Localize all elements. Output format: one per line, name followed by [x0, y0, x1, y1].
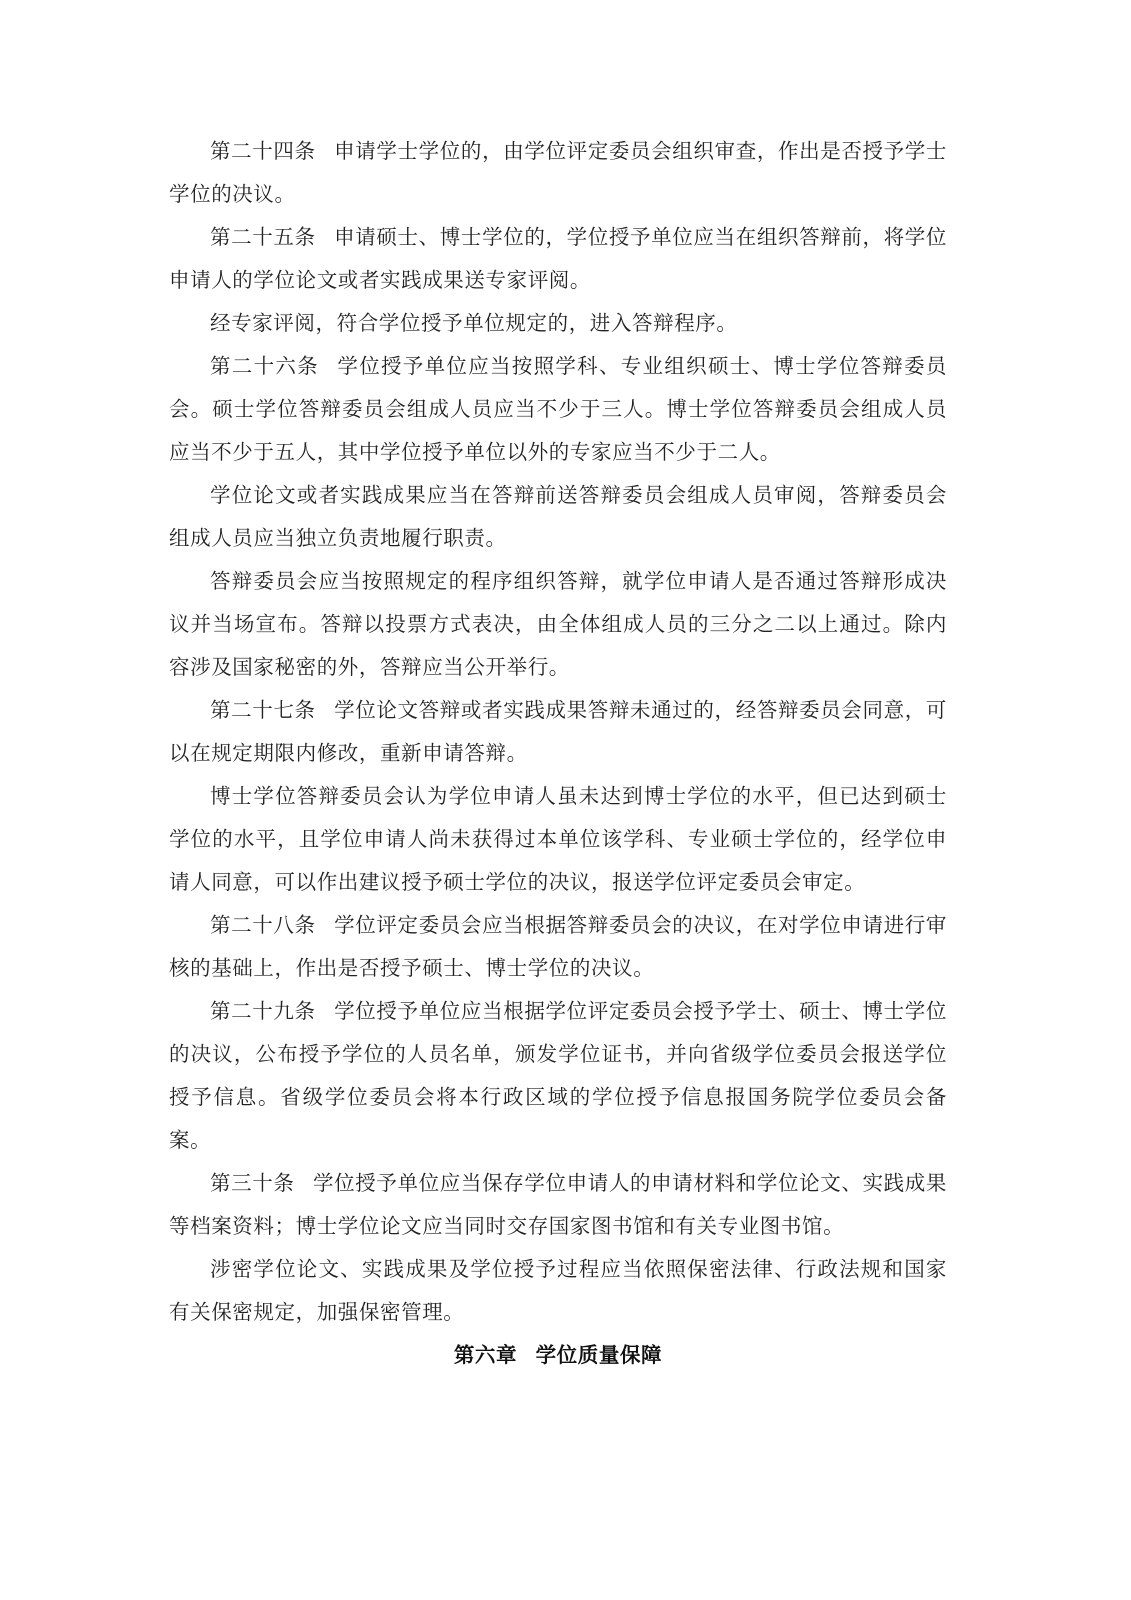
article-30-clause-2: [169, 1248, 947, 1334]
article-30-paragraph: [169, 1162, 947, 1248]
article-text: 学位授予单位应当根据学位评定委员会授予学士、硕士、博士学位的决议，公布授予学位的人员名单，颁发学位证书，并向省级学位委员会报送学位授予信息。省级学位委员会将本行政区域的学位授予信息报国务院学位委员会备案。: [169, 999, 948, 1152]
article-text: 学位授予单位应当保存学位申请人的申请材料和学位论文、实践成果等档案资料；博士学位论文应当同时交存国家图书馆和有关专业图书馆。: [169, 1171, 947, 1238]
article-25-paragraph: [169, 216, 947, 302]
article-text: 博士学位答辩委员会认为学位申请人虽未达到博士学位的水平，但已达到硕士学位的水平，且学位申请人尚未获得过本单位该学科、专业硕士学位的，经学位申请人同意，可以作出建议授予硕士学位的决议，报送学位评定委员会审定。: [169, 784, 947, 894]
chapter-number: 第六章: [453, 1343, 518, 1367]
article-number: 第二十九条: [210, 999, 316, 1023]
article-text: 学位论文答辩或者实践成果答辩未通过的，经答辩委员会同意，可以在规定期限内修改，重新申请答辩。: [169, 698, 948, 765]
article-number: 第二十四条: [210, 139, 316, 163]
article-27-paragraph: [169, 689, 947, 775]
article-25-clause-2: [169, 302, 947, 345]
article-text: 学位评定委员会应当根据答辩委员会的决议，在对学位申请进行审核的基础上，作出是否授予硕士、博士学位的决议。: [169, 913, 948, 980]
article-text: 学位授予单位应当按照学科、专业组织硕士、博士学位答辩委员会。硕士学位答辩委员会组成人员应当不少于三人。博士学位答辩委员会组成人员应当不少于五人，其中学位授予单位以外的专家应当不少于二人。: [169, 354, 947, 464]
article-number: 第二十八条: [210, 913, 316, 937]
article-27-clause-2: [169, 775, 947, 904]
article-text: 答辩委员会应当按照规定的程序组织答辩，就学位申请人是否通过答辩形成决议并当场宣布。答辩以投票方式表决，由全体组成人员的三分之二以上通过。除内容涉及国家秘密的外，答辩应当公开举行。: [169, 569, 947, 679]
article-text: 涉密学位论文、实践成果及学位授予过程应当依照保密法律、行政法规和国家有关保密规定，加强保密管理。: [169, 1257, 947, 1324]
article-24-paragraph: [169, 130, 947, 216]
article-text: 申请硕士、博士学位的，学位授予单位应当在组织答辩前，将学位申请人的学位论文或者实践成果送专家评阅。: [169, 225, 948, 292]
article-text: 经专家评阅，符合学位授予单位规定的，进入答辩程序。: [210, 311, 738, 335]
article-number: 第二十五条: [210, 225, 316, 249]
article-number: 第二十六条: [210, 354, 319, 378]
article-26-clause-2: [169, 474, 947, 560]
article-number: 第二十七条: [210, 698, 316, 722]
chapter-title: 学位质量保障: [535, 1343, 663, 1367]
article-number: 第三十条: [210, 1171, 295, 1195]
document-page: [169, 130, 947, 1377]
article-text: 学位论文或者实践成果应当在答辩前送答辩委员会组成人员审阅，答辩委员会组成人员应当独立负责地履行职责。: [169, 483, 947, 550]
article-text: 申请学士学位的，由学位评定委员会组织审查，作出是否授予学士学位的决议。: [169, 139, 948, 206]
article-28-paragraph: [169, 904, 947, 990]
article-26-clause-3: [169, 560, 947, 689]
chapter-heading: [169, 1334, 947, 1377]
article-26-paragraph: [169, 345, 947, 474]
article-29-paragraph: [169, 990, 947, 1162]
